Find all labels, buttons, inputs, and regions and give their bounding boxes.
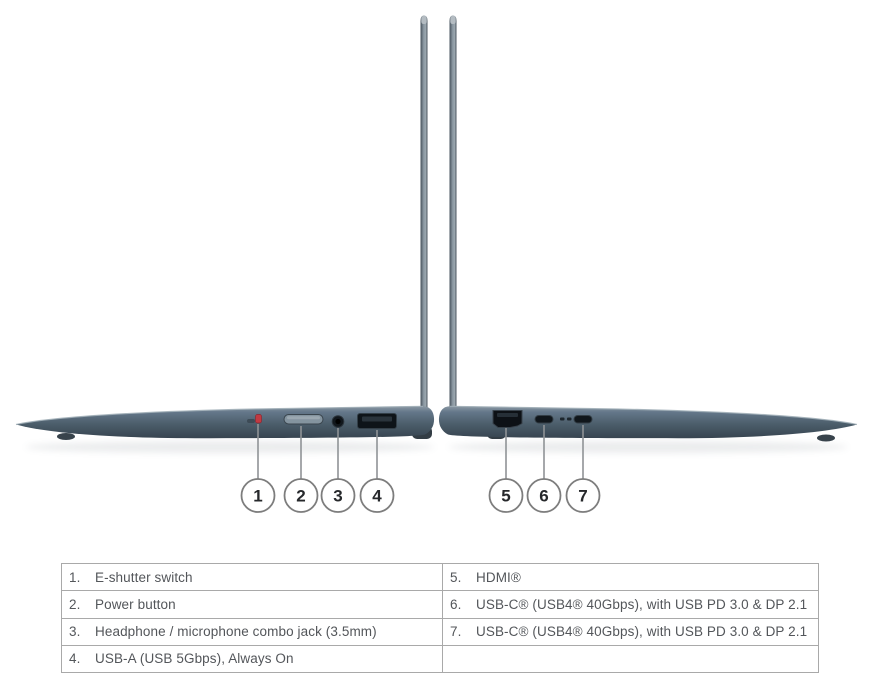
legend-row-7-label: USB-C® (USB4® 40Gbps), with USB PD 3.0 & DP 2.1 bbox=[476, 624, 808, 640]
callout-7 bbox=[567, 479, 600, 512]
legend-row-3-number: 3. bbox=[69, 624, 81, 640]
legend-row-1-label: E-shutter switch bbox=[95, 569, 193, 585]
right-side-view bbox=[439, 16, 857, 442]
callout-6 bbox=[528, 479, 561, 512]
callout-3 bbox=[322, 479, 355, 512]
legend-row-7-number: 7. bbox=[450, 624, 462, 640]
callout-circles bbox=[242, 479, 600, 512]
callout-2-number: 2 bbox=[296, 486, 306, 506]
callout-5 bbox=[490, 479, 523, 512]
callout-5-number: 5 bbox=[501, 486, 511, 506]
legend-row-6-label: USB-C® (USB4® 40Gbps), with USB PD 3.0 & DP 2.1 bbox=[476, 596, 808, 612]
legend-row-7 bbox=[443, 619, 818, 646]
legend-row-3-label: Headphone / microphone combo jack (3.5mm) bbox=[95, 624, 377, 640]
legend-row-1 bbox=[62, 564, 442, 591]
right-lid-top-cap bbox=[450, 16, 455, 24]
usb-a-port-icon bbox=[358, 414, 397, 429]
left-laptop-lid bbox=[421, 16, 428, 411]
legend-row-6-number: 6. bbox=[450, 596, 462, 612]
e-shutter-slot bbox=[247, 419, 255, 423]
left-laptop-shadow bbox=[25, 441, 435, 453]
legend-row-5-number: 5. bbox=[450, 569, 462, 585]
callout-4-number: 4 bbox=[372, 486, 382, 506]
hdmi-port-icon bbox=[493, 411, 522, 428]
legend-row-empty bbox=[443, 646, 818, 672]
power-button-icon bbox=[284, 415, 323, 425]
left-front-foot bbox=[57, 433, 75, 440]
legend-left-column bbox=[62, 564, 442, 672]
callout-1 bbox=[242, 479, 275, 512]
port-legend-table bbox=[61, 563, 819, 673]
legend-row-2 bbox=[62, 591, 442, 618]
right-laptop-shadow bbox=[448, 441, 848, 453]
usb-c-port-1-icon bbox=[535, 416, 553, 424]
left-side-view bbox=[16, 16, 434, 441]
legend-row-4-number: 4. bbox=[69, 651, 81, 667]
legend-row-1-number: 1. bbox=[69, 569, 81, 585]
legend-row-6 bbox=[443, 591, 818, 618]
e-shutter-switch-icon bbox=[256, 415, 262, 424]
legend-row-4-label: USB-A (USB 5Gbps), Always On bbox=[95, 651, 294, 667]
legend-row-5-label: HDMI® bbox=[476, 569, 521, 585]
callout-6-number: 6 bbox=[539, 486, 549, 506]
headphone-jack-icon bbox=[332, 416, 344, 428]
right-front-foot bbox=[817, 435, 835, 442]
legend-row-5 bbox=[443, 564, 818, 591]
callout-1-number: 1 bbox=[253, 486, 263, 506]
legend-row-4 bbox=[62, 646, 442, 672]
legend-row-2-number: 2. bbox=[69, 596, 81, 612]
legend-right-column bbox=[442, 564, 818, 672]
callout-2 bbox=[285, 479, 318, 512]
callout-4 bbox=[361, 479, 394, 512]
legend-row-3 bbox=[62, 619, 442, 646]
callout-7-number: 7 bbox=[578, 486, 588, 506]
legend-row-2-label: Power button bbox=[95, 596, 176, 612]
right-laptop-lid bbox=[450, 16, 457, 411]
callout-3-number: 3 bbox=[333, 486, 343, 506]
usb-c-port-2-icon bbox=[574, 416, 592, 424]
left-lid-top-cap bbox=[421, 16, 426, 24]
